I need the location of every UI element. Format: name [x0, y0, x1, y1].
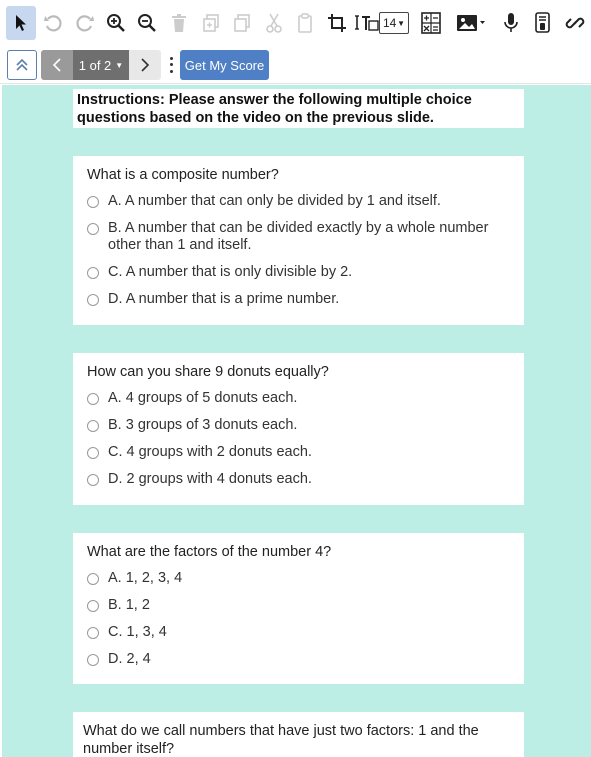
- equation-button[interactable]: [416, 6, 446, 40]
- answer-option[interactable]: [87, 597, 510, 614]
- answer-option[interactable]: [87, 570, 510, 587]
- image-icon: [456, 13, 486, 33]
- option-label: D. 2, 4: [108, 651, 151, 667]
- option-label: A. A number that can only be divided by 1 and itself.: [108, 193, 441, 209]
- font-size-value: 14: [383, 16, 397, 30]
- option-label: D. 2 groups with 4 donuts each.: [108, 471, 312, 487]
- page-select[interactable]: [73, 50, 129, 80]
- link-icon: [565, 13, 585, 33]
- cut-button[interactable]: [259, 6, 289, 40]
- answer-option[interactable]: [87, 193, 510, 210]
- option-label: A. 4 groups of 5 donuts each.: [108, 390, 298, 406]
- question-text: How can you share 9 donuts equally?: [87, 364, 329, 380]
- radio-button[interactable]: [87, 573, 99, 585]
- redo-button[interactable]: [70, 6, 100, 40]
- radio-button[interactable]: [87, 600, 99, 612]
- page-indicator: 1 of 2: [78, 57, 112, 73]
- insert-link-button[interactable]: [560, 6, 590, 40]
- answer-option[interactable]: [87, 390, 510, 407]
- duplicate-icon: [201, 13, 221, 33]
- collapse-toolbar-button[interactable]: [7, 50, 37, 80]
- option-label: A. 1, 2, 3, 4: [108, 570, 183, 586]
- chevron-down-icon: ▼: [397, 18, 405, 28]
- caret-down-icon: ▼: [115, 60, 124, 70]
- previous-page-button[interactable]: [41, 50, 73, 80]
- radio-button[interactable]: [87, 294, 99, 306]
- zoom-in-button[interactable]: [101, 6, 131, 40]
- crop-icon: [327, 13, 347, 33]
- answer-option[interactable]: [87, 220, 510, 254]
- radio-button[interactable]: [87, 654, 99, 666]
- slide-content: [2, 85, 591, 757]
- record-audio-button[interactable]: [496, 6, 526, 40]
- crop-button[interactable]: [322, 6, 352, 40]
- question-text: What do we call numbers that have just two factors: 1 and the number itself?: [83, 723, 479, 757]
- next-page-button[interactable]: [129, 50, 161, 80]
- undo-button[interactable]: [38, 6, 68, 40]
- zoom-out-icon: [137, 13, 157, 33]
- scissors-icon: [265, 13, 283, 33]
- delete-button[interactable]: [164, 6, 194, 40]
- calculator-icon: [421, 12, 441, 34]
- answer-option[interactable]: [87, 444, 510, 461]
- option-label: C. 1, 3, 4: [108, 624, 167, 640]
- radio-button[interactable]: [87, 196, 99, 208]
- option-label: D. A number that is a prime number.: [108, 291, 340, 307]
- duplicate-button[interactable]: [196, 6, 226, 40]
- trash-icon: [171, 13, 187, 33]
- text-to-speech-button[interactable]: [528, 6, 558, 40]
- answer-option[interactable]: [87, 624, 510, 641]
- option-label: C. 4 groups with 2 donuts each.: [108, 444, 312, 460]
- double-chevron-up-icon: [15, 58, 29, 72]
- option-label: B. A number that can be divided exactly by a whole number other than 1 and itself.: [108, 220, 489, 253]
- option-label: C. A number that is only divisible by 2.: [108, 264, 353, 280]
- radio-button[interactable]: [87, 223, 99, 235]
- paste-button[interactable]: [290, 6, 320, 40]
- get-my-score-button[interactable]: Get My Score: [180, 50, 269, 80]
- clipboard-icon: [297, 13, 313, 33]
- select-tool-button[interactable]: [6, 6, 36, 40]
- zoom-out-button[interactable]: [132, 6, 162, 40]
- microphone-icon: [503, 12, 519, 34]
- instructions-box: Instructions: Please answer the following multiple choice questions based on the video on the previous slide.: [73, 89, 524, 128]
- text-size-button[interactable]: [352, 6, 382, 40]
- radio-button[interactable]: [87, 474, 99, 486]
- more-options-icon[interactable]: [166, 55, 176, 75]
- question-text: What is a composite number?: [87, 167, 279, 183]
- speaker-document-icon: [534, 12, 552, 34]
- copy-icon: [232, 13, 252, 33]
- answer-option[interactable]: [87, 417, 510, 434]
- option-label: B. 1, 2: [108, 597, 150, 613]
- question-card: [73, 156, 524, 325]
- answer-option[interactable]: [87, 291, 510, 308]
- radio-button[interactable]: [87, 393, 99, 405]
- page-navigator: [41, 50, 161, 80]
- question-text: What are the factors of the number 4?: [87, 544, 332, 560]
- answer-option[interactable]: [87, 651, 510, 668]
- insert-image-button[interactable]: [451, 6, 491, 40]
- undo-icon: [43, 13, 63, 33]
- question-card: [73, 712, 524, 757]
- redo-icon: [75, 13, 95, 33]
- chevron-right-icon: [140, 58, 150, 72]
- radio-button[interactable]: [87, 267, 99, 279]
- question-card: [73, 353, 524, 505]
- cursor-arrow-icon: [14, 14, 28, 32]
- copy-button[interactable]: [227, 6, 257, 40]
- answer-option[interactable]: [87, 471, 510, 488]
- font-size-select[interactable]: [379, 12, 409, 34]
- question-card: [73, 533, 524, 684]
- radio-button[interactable]: [87, 420, 99, 432]
- answer-option[interactable]: [87, 264, 510, 281]
- text-size-icon: [355, 13, 379, 33]
- toolbar: [0, 0, 591, 46]
- radio-button[interactable]: [87, 447, 99, 459]
- option-label: B. 3 groups of 3 donuts each.: [108, 417, 298, 433]
- chevron-left-icon: [52, 58, 62, 72]
- radio-button[interactable]: [87, 627, 99, 639]
- zoom-in-icon: [106, 13, 126, 33]
- navigation-bar: [0, 46, 591, 84]
